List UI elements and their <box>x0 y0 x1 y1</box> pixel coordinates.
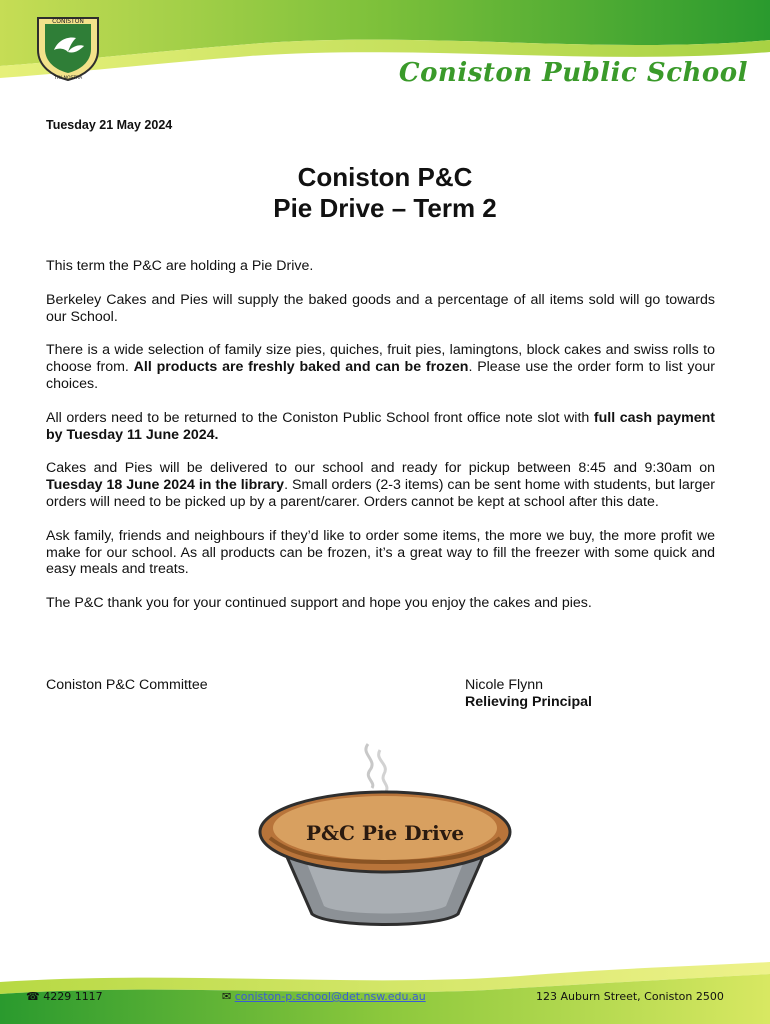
paragraph-thanks: The P&C thank you for your continued support and hope you enjoy the cakes and pies. <box>46 595 592 612</box>
crest-top-text: CONISTON <box>52 18 84 25</box>
principal-name: Nicole Flynn <box>465 677 544 693</box>
crest-motto-text: TRY NOSTRA <box>53 76 83 81</box>
letter-title <box>0 162 770 224</box>
title-line-1: Coniston P&C <box>297 162 473 192</box>
selection-bold: All products are freshly baked and can be frozen <box>133 359 469 376</box>
orders-bold: full cash payment by Tuesday 11 June 2024. <box>46 409 715 443</box>
school-name: Coniston Public School <box>398 58 748 88</box>
paragraph-orders <box>46 410 715 444</box>
letter-body <box>46 258 715 629</box>
selection-text-end: . Please use the order form to list your choices. <box>46 359 715 392</box>
paragraph-intro: This term the P&C are holding a Pie Drive. <box>46 258 314 274</box>
footer-address: 123 Auburn Street, Coniston 2500 <box>536 990 724 1003</box>
principal-role: Relieving Principal <box>465 694 592 710</box>
paragraph-selection <box>46 342 715 392</box>
orders-text: All orders need to be returned to the Coniston Public School front office note slot with <box>46 409 594 426</box>
paragraph-delivery <box>46 460 715 510</box>
letter-date: Tuesday 21 May 2024 <box>46 118 173 132</box>
title-line-2: Pie Drive – Term 2 <box>273 193 497 223</box>
selection-text: There is a wide selection of family size pies, quiches, fruit pies, lamingtons, block cakes and swiss rolls to choose from. <box>46 342 715 376</box>
footer-contact-row <box>0 990 770 1008</box>
header-band <box>0 0 770 110</box>
footer-phone: ☎ 4229 1117 <box>26 990 103 1003</box>
pie-illustration <box>240 736 530 936</box>
email-link[interactable]: coniston-p.school@det.nsw.edu.au <box>234 990 426 1003</box>
footer-email <box>222 990 426 1003</box>
school-crest-logo <box>28 12 108 82</box>
signature-principal <box>465 677 592 711</box>
pie-label: P&C Pie Drive <box>305 821 465 845</box>
signature-committee: Coniston P&C Committee <box>46 677 208 693</box>
delivery-text-end: . Small orders (2-3 items) can be sent home with students, but larger orders will need to be picked up by a parent/carer. Orders cannot be kept at school after this date. <box>46 477 715 510</box>
paragraph-supplier: Berkeley Cakes and Pies will supply the baked goods and a percentage of all items sold will go towards our School. <box>46 291 715 325</box>
paragraph-ask-family: Ask family, friends and neighbours if they’d like to order some items, the more we buy, the more profit we make for our school. As all products can be frozen, it’s a great way to fill the freezer with some quick and easy meals and treats. <box>46 527 715 578</box>
envelope-icon: ✉ <box>222 990 232 1003</box>
delivery-text: Cakes and Pies will be delivered to our school and ready for pickup between 8:45 and 9:30am on <box>46 460 715 477</box>
footer-band <box>0 952 770 1024</box>
delivery-bold: Tuesday 18 June 2024 in the library <box>46 477 285 494</box>
